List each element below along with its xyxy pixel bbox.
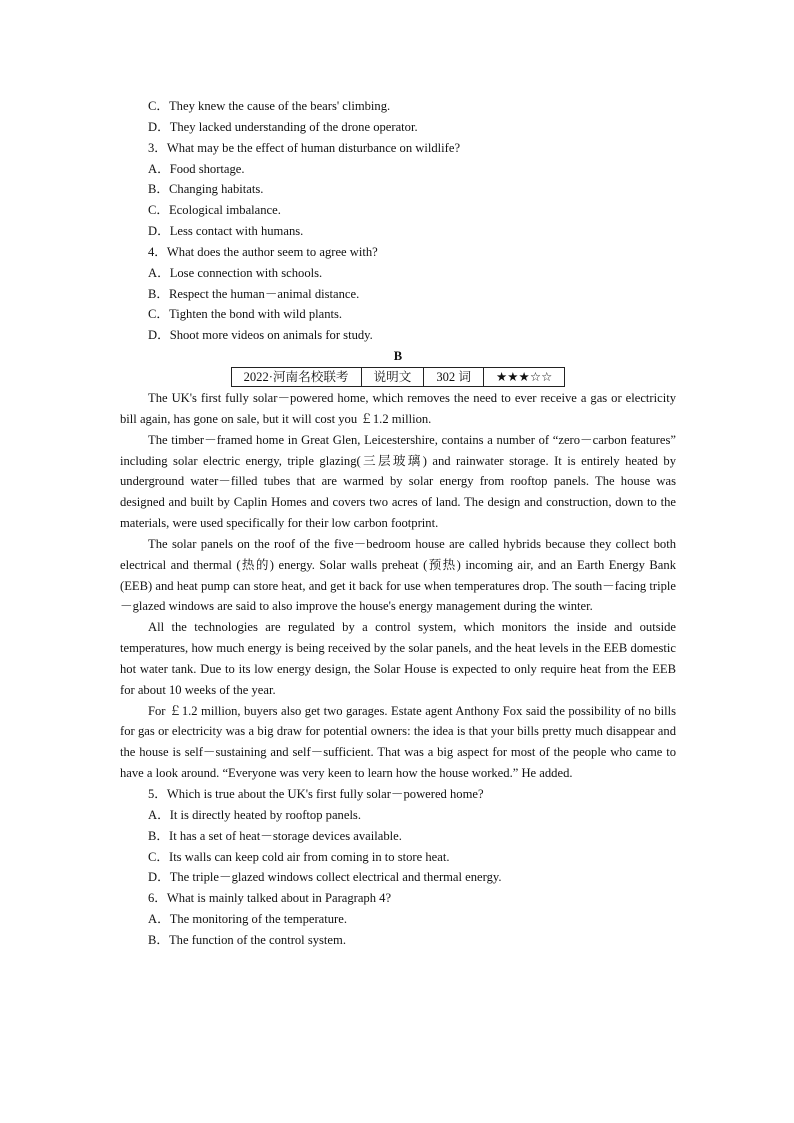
q5-stem: 5．Which is true about the UK's first fully solar－powered home? [148, 787, 484, 801]
passage-paragraph-5: For ￡1.2 million, buyers also get two garages. Estate agent Anthony Fox said the possibility of no bills for gas or electricity was a big draw for potential owners: the idea is that your bills pretty much disappear and the house is self－sustaining and self－sufficient. That was a big aspect for most of the people who came to have a look around. “Everyone was very keen to learn how the house worked.” He added. [120, 703, 676, 781]
q4-option-b: B．Respect the human－animal distance. [148, 286, 360, 301]
q3-option-d: D．Less contact with humans. [148, 224, 304, 239]
q6-stem: 6．What is mainly talked about in Paragraph 4? [148, 891, 392, 906]
q3-stem: 3．What may be the effect of human disturbance on wildlife? [148, 140, 461, 155]
section-label: B [393, 349, 403, 364]
q5-option-d: D．The triple－glazed windows collect electrical and thermal energy. [148, 870, 502, 885]
q6-option-a: A．The monitoring of the temperature. [148, 912, 347, 927]
q4-option-c: C．Tighten the bond with wild plants. [148, 307, 343, 322]
passage-info-table [231, 367, 566, 387]
q4-stem: 4．What does the author seem to agree with? [148, 244, 378, 259]
info-difficulty-stars: ★★★☆☆ [483, 367, 564, 386]
q3-option-a: A．Food shortage. [148, 161, 245, 176]
q2-option-c: C．They knew the cause of the bears' climbing. [148, 99, 391, 113]
passage-paragraph-3: The solar panels on the roof of the five－bedroom house are called hybrids because they collect both electrical and thermal (热的) energy. Solar walls preheat (预热) incoming air, and an Earth Energy Bank (EEB) and heat pump can store heat, and get it back for use when temperatures drop. The south－facing triple－glazed windows are said to also improve the house's energy management during the winter. [120, 536, 676, 614]
q3-option-b: B．Changing habitats. [148, 182, 264, 197]
q5-option-b: B．It has a set of heat－storage devices available. [148, 828, 402, 843]
passage-paragraph-4: All the technologies are regulated by a control system, which monitors the inside and outside temperatures, how much energy is being received by the solar panels, and the heat levels in the EEB domestic hot water tank. Due to its low energy design, the Solar House is expected to only require heat from the EEB for about 10 weeks of the year. [120, 620, 676, 697]
passage-paragraph-1: The UK's first fully solar－powered home, which removes the need to ever receive a gas or electricity bill again, has gone on sale, but it will cost you ￡1.2 million. [120, 390, 676, 426]
q3-option-c: C．Ecological imbalance. [148, 203, 281, 218]
q5-option-a: A．It is directly heated by rooftop panels. [148, 807, 361, 822]
document-page [120, 96, 676, 951]
q2-option-d: D．They lacked understanding of the drone operator. [148, 119, 418, 134]
q5-option-c: C．Its walls can keep cold air from coming in to store heat. [148, 849, 450, 864]
info-genre: 说明文 [361, 367, 424, 386]
q4-option-d: D．Shoot more videos on animals for study. [148, 328, 373, 343]
q6-option-b: B．The function of the control system. [148, 932, 346, 947]
passage-paragraph-2: The timber－framed home in Great Glen, Leicestershire, contains a number of “zero－carbon features” including solar electric energy, triple glazing(三层玻璃) and rainwater storage. It is entirely heated by underground water－filled tubes that are warmed by solar energy from rooftop panels. The house was designed and built by Caplin Homes and covers two acres of land. The design and construction, down to the materials, were used specifically for their low carbon footprint. [120, 432, 676, 531]
info-source: 2022·河南名校联考 [231, 367, 361, 386]
q4-option-a: A．Lose connection with schools. [148, 265, 323, 280]
info-word-count: 302 词 [424, 367, 484, 386]
